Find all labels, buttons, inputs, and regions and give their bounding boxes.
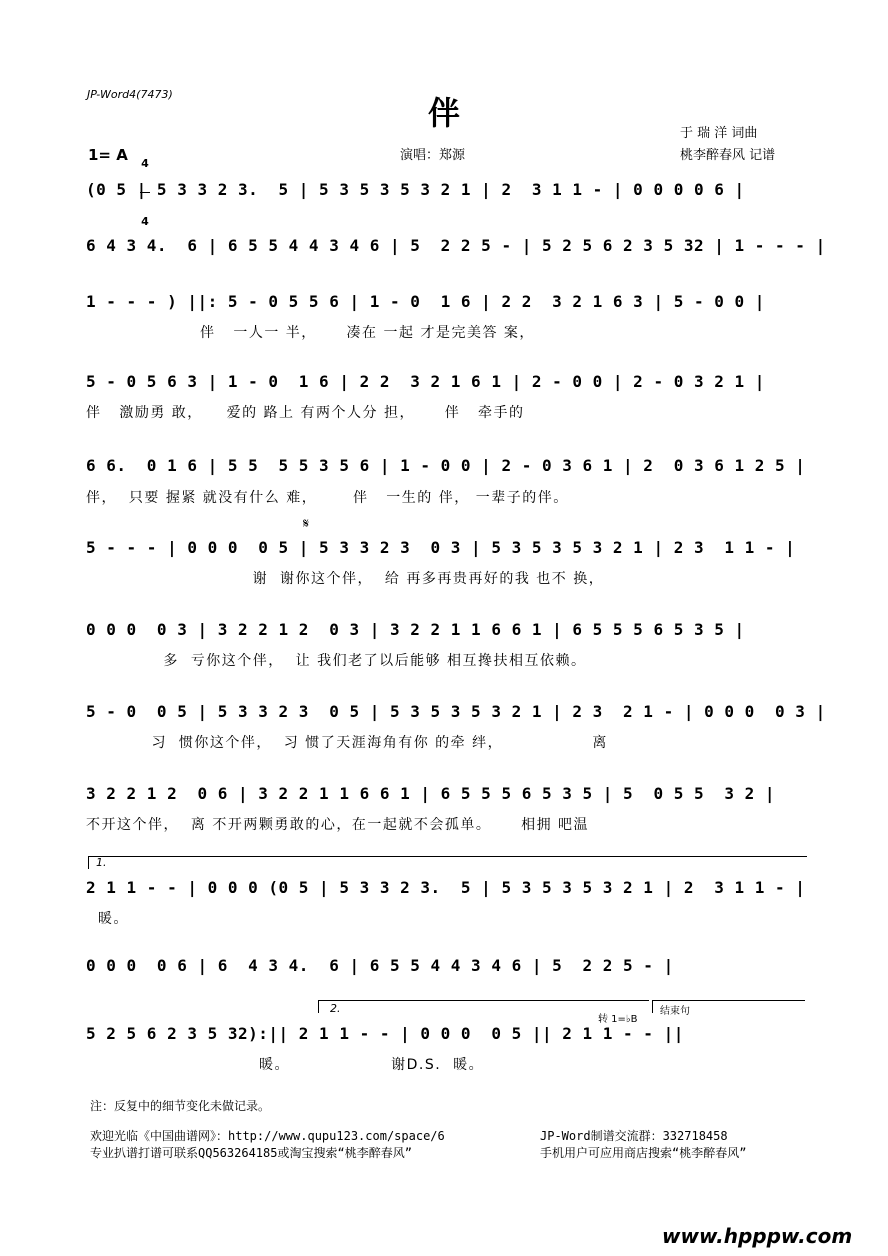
key-change-label: 转 1=♭B (598, 1014, 638, 1025)
key-signature: 1= A (88, 146, 128, 164)
score-line: 5 - 0 0 5 | 5 3 3 2 3 0 5 | 5 3 5 3 5 3 2 1 | 2 3 2 1 - | 0 0 0 0 3 | (86, 702, 826, 721)
score-line: 5 - - - | 0 0 0 0 5 | 5 3 3 2 3 0 3 | 5 3 5 3 5 3 2 1 | 2 3 1 1 - | (86, 538, 796, 557)
score-line: 6 6. 0 1 6 | 5 5 5 5 3 5 6 | 1 - 0 0 | 2 - 0 3 6 1 | 2 0 3 6 1 2 5 | (86, 456, 806, 475)
lyric-line: 暖。 谢D.S. 暖。 (140, 1057, 485, 1073)
volta-label-1: 1. (96, 856, 107, 869)
score-line: 0 0 0 0 3 | 3 2 2 1 2 0 3 | 3 2 2 1 1 6 6 1 | 6 5 5 5 6 5 3 5 | (86, 620, 745, 639)
score-line: 6 4 3 4. 6 | 6 5 5 4 4 3 4 6 | 5 2 2 5 - | 5 2 5 6 2 3 5 32 | 1 - - - | (86, 236, 826, 255)
score-line: 5 - 0 5 6 3 | 1 - 0 1 6 | 2 2 3 2 1 6 1 | 2 - 0 0 | 2 - 0 3 2 1 | (86, 372, 765, 391)
lyric-line: 多 亏你这个伴， 让 我们老了以后能够 相互搀扶相互依赖。 (86, 653, 587, 669)
singer-credit: 演唱：郑源 (400, 148, 466, 163)
footer-right-line-1: JP-Word制谱交流群：332718458 (540, 1129, 728, 1143)
segno-sign: 𝄋 (303, 516, 310, 532)
watermark: www.hpppw.com (662, 1224, 853, 1248)
volta-bracket-1 (88, 856, 807, 869)
lyric-line: 伴 一人一 半， 凑在 一起 才是完美答 案， (200, 325, 535, 341)
score-line: 5 2 5 6 2 3 5 32):|| 2 1 1 - - | 0 0 0 0 5 || 2 1 1 - - || (86, 1024, 684, 1043)
volta-label-2: 2. (330, 1002, 341, 1015)
transcriber-credit: 桃李醉春风 记谱 (680, 148, 776, 163)
software-label: JP-Word4(7473) (87, 88, 173, 101)
lyric-line: 暖。 (86, 911, 129, 927)
score-line: (0 5 | 5 3 3 2 3. 5 | 5 3 5 3 5 3 2 1 | 2 3 1 1 - | 0 0 0 0 6 | (86, 180, 745, 199)
time-signature-top: 4 (141, 157, 149, 170)
footer-left-line-1: 欢迎光临《中国曲谱网》：http://www.qupu123.com/space/6 (90, 1129, 445, 1143)
lyric-line: 伴， 只要 握紧 就没有什么 难， 伴 一生的 伴， 一辈子的伴。 (86, 490, 569, 506)
lyric-line: 谢 谢你这个伴， 给 再多再贵再好的我 也不 换， (86, 571, 605, 587)
lyric-line: 伴 激励勇 敢， 爱的 路上 有两个人分 担， 伴 牵手的 (86, 405, 525, 421)
footer-right-line-2: 手机用户可应用商店搜索“桃李醉春风” (540, 1146, 747, 1160)
song-title: 伴 (427, 94, 460, 132)
score-line: 3 2 2 1 2 0 6 | 3 2 2 1 1 6 6 1 | 6 5 5 5 6 5 3 5 | 5 0 5 5 3 2 | (86, 784, 776, 803)
lyricist-composer-credit: 于 瑞 洋 词曲 (680, 126, 758, 141)
ending-label: 结束句 (660, 1006, 690, 1017)
score-line: 2 1 1 - - | 0 0 0 (0 5 | 5 3 3 2 3. 5 | 5 3 5 3 5 3 2 1 | 2 3 1 1 - | (86, 878, 806, 897)
score-line: 0 0 0 0 6 | 6 4 3 4. 6 | 6 5 5 4 4 3 4 6 | 5 2 2 5 - | (86, 956, 674, 975)
footer-left-line-2: 专业扒谱打谱可联系QQ563264185或淘宝搜索“桃李醉春风” (90, 1146, 412, 1160)
lyric-line: 不开这个伴， 离 不开两颗勇敢的心，在一起就不会孤单。 相拥 吧温 (86, 817, 590, 833)
score-line: 1 - - - ) ||: 5 - 0 5 5 6 | 1 - 0 1 6 | 2 2 3 2 1 6 3 | 5 - 0 0 | (86, 292, 765, 311)
time-signature-bottom: 4 (141, 215, 149, 228)
remark-note: 注：反复中的细节变化未做记录。 (90, 1099, 271, 1113)
lyric-line: 习 惯你这个伴， 习 惯了天涯海角有你 的牵 绊， 离 (86, 735, 608, 751)
